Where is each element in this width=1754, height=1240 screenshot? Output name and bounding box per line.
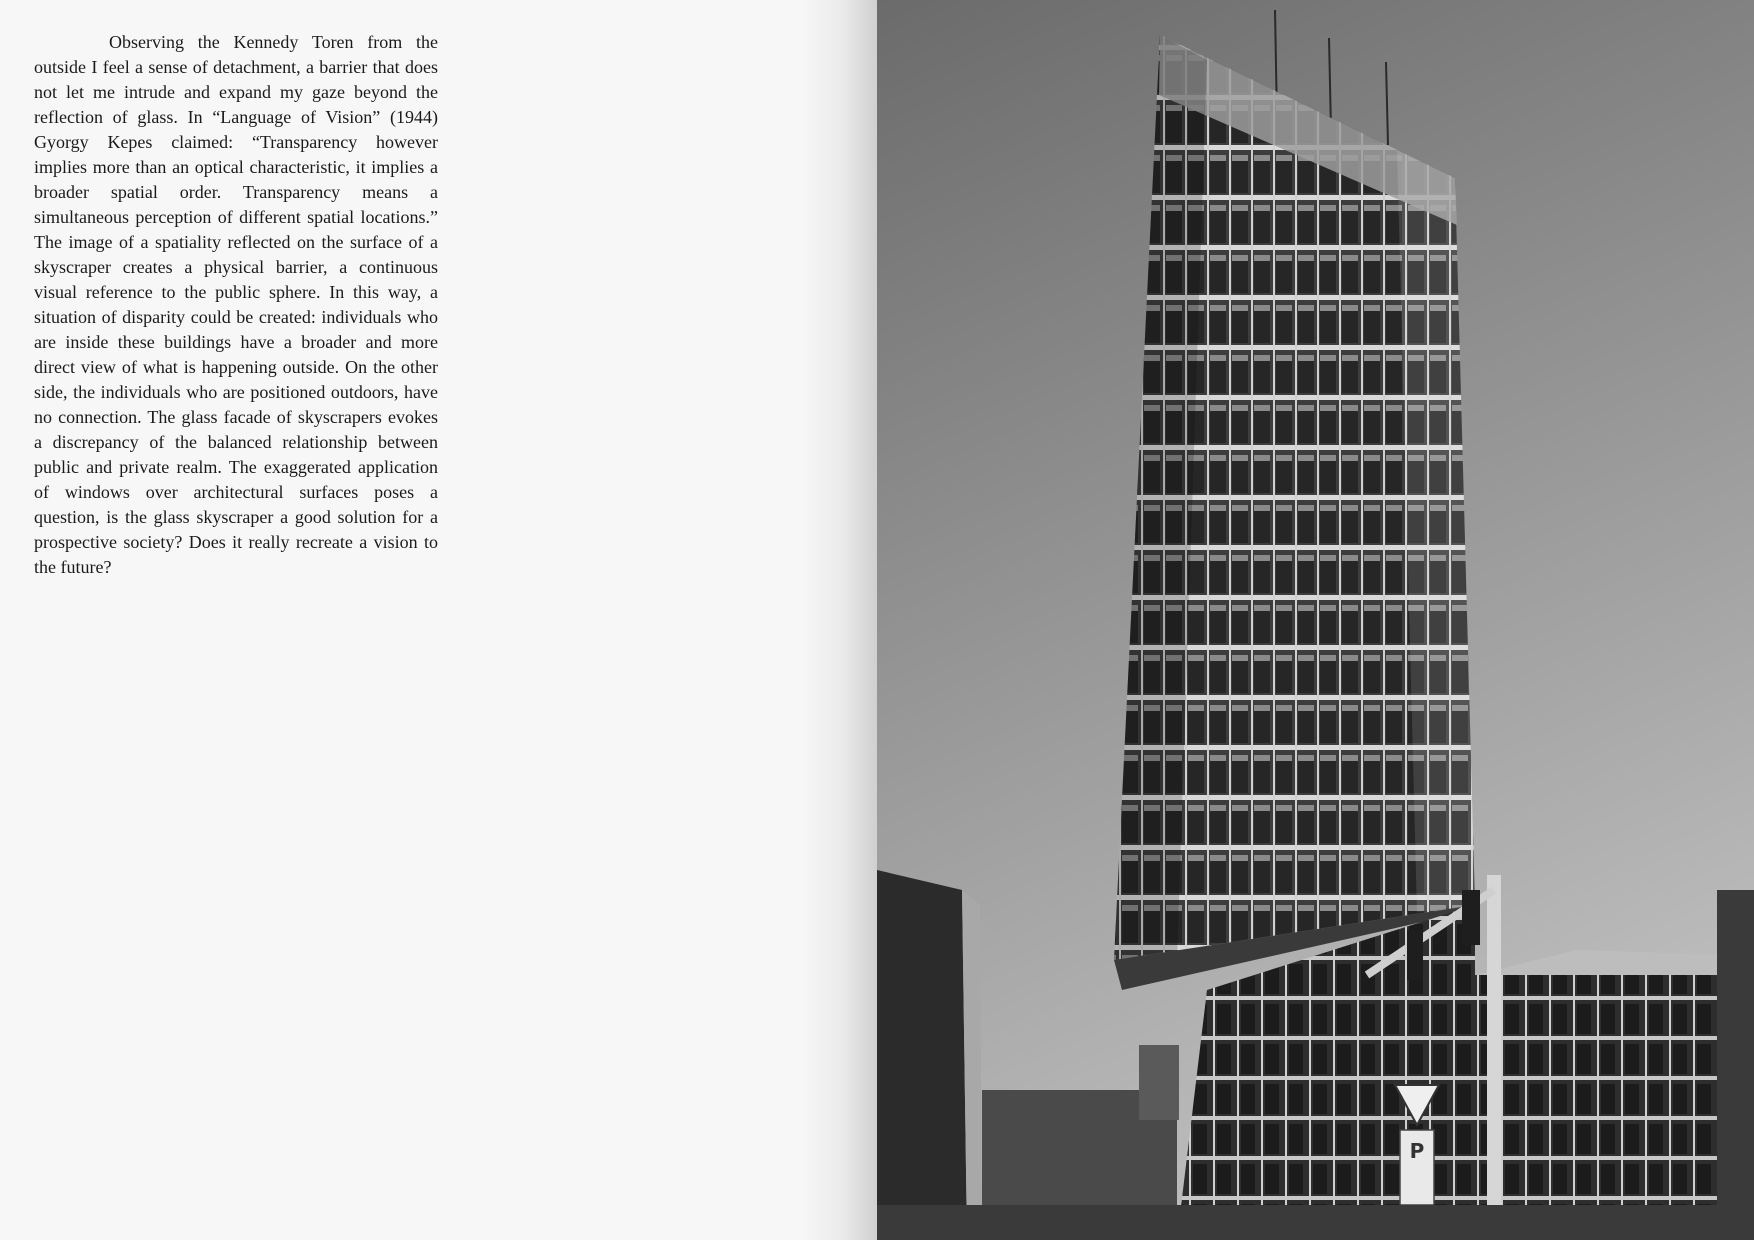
left-building (877, 870, 967, 1240)
kennedy-toren-photo (877, 0, 1754, 1240)
distant-tower (1139, 1045, 1179, 1120)
right-low-building (1475, 975, 1735, 1240)
traffic-light (1462, 890, 1480, 945)
parking-sign-letter: P (1409, 1139, 1425, 1163)
gutter-shadow (800, 0, 877, 1240)
right-page (877, 0, 1754, 1240)
traffic-light (1407, 930, 1423, 980)
street (877, 1205, 1754, 1240)
far-right-building (1717, 890, 1754, 1240)
traffic-pole (1487, 875, 1501, 1240)
body-text: Observing the Kennedy Toren from the outside I feel a sense of detachment, a barrier that does not let me intrude and expand my gaze beyond the reflection of glass. In “Language of Vision” (1944) Gyorgy Kepes claimed: “Transparency however implies more than an optical characteristic, it implies a broader spatial order. Transparency means a simultaneous perception of different spatial locations.” The image of a spatiality reflected on the surface of a skyscraper creates a physical barrier, a continuous visual reference to the public sphere. In this way, a situation of disparity could be created: individuals who are inside these buildings have a broader and more direct view of what is happening outside. On the other side, the individuals who are positioned outdoors, have no connection. The glass facade of skyscrapers evokes a discrepancy of the balanced relationship between public and private realm. The exaggerated application of windows over architectural surfaces poses a question, is the glass skyscraper a good solution for a prospective society? Does it really recreate a vision to the future? (34, 32, 438, 577)
